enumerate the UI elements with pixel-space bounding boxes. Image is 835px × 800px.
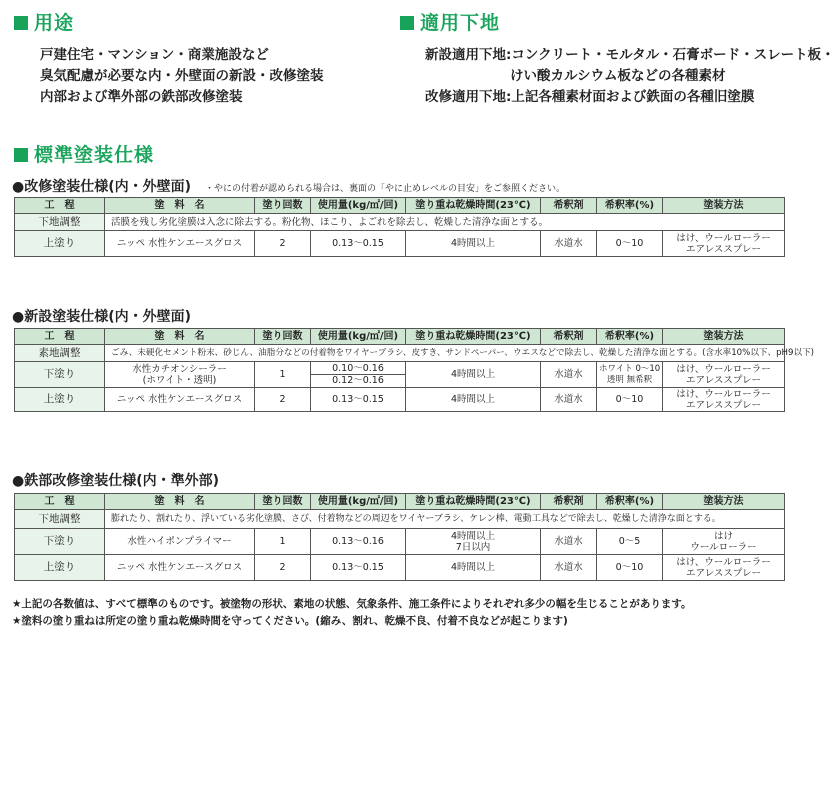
footnote-1: ★上記の各数値は、すべて標準のものです。被塗物の形状、素地の状態、気象条件、施工条件によりそれぞれ多少の幅を生じることがあります。: [12, 598, 692, 610]
rate-cell: 0〜5: [597, 529, 663, 555]
rate-cell: 0〜10: [597, 231, 663, 257]
spec-heading: 標準塗装仕様: [14, 140, 154, 167]
paint-cell: ニッペ 水性ケンエースグロス: [105, 555, 255, 581]
process-cell: 下地調整: [15, 510, 105, 529]
usage-cell: 0.13〜0.15: [311, 231, 406, 257]
rate-cell: 0〜10: [597, 388, 663, 412]
thinner-cell: 水道水: [541, 529, 597, 555]
table-header-row: [15, 198, 785, 214]
header-thinner: 希釈剤: [541, 198, 597, 214]
usage-cell: 0.13〜0.15: [311, 555, 406, 581]
process-cell: 上塗り: [15, 388, 105, 412]
header-method: 塗装方法: [663, 329, 785, 345]
square-bullet-icon: [14, 148, 28, 162]
table1-note: ・やにの付着が認められる場合は、裏面の「やに止めレベルの目安」をご参照ください。: [205, 184, 566, 194]
header-coats: 塗り回数: [255, 494, 311, 510]
dry-cell: 4時間以上 7日以内: [406, 529, 541, 555]
new-substrate-line: 新設適用下地:コンクリート・モルタル・石膏ボード・スレート板・: [425, 47, 835, 63]
square-bullet-icon: [14, 16, 28, 30]
process-cell: 下塗り: [15, 362, 105, 388]
new-spec-table: [14, 328, 815, 412]
coats-cell: 2: [255, 231, 311, 257]
table3-title: ●鉄部改修塗装仕様(内・準外部): [12, 473, 220, 489]
header-dry: 塗り重ね乾燥時間(23℃): [406, 198, 541, 214]
paint-cell: 水性ハイポンプライマー: [105, 529, 255, 555]
usage-cell: 0.10〜0.16 0.12〜0.16: [311, 362, 406, 388]
header-process: 工 程: [15, 329, 105, 345]
header-paint: 塗 料 名: [105, 329, 255, 345]
header-usage: 使用量(kg/㎡/回): [311, 494, 406, 510]
repair-substrate-line: 改修適用下地:上記各種素材面および鉄面の各種旧塗膜: [425, 89, 755, 105]
header-rate: 希釈率(%): [597, 329, 663, 345]
usage-cell: 0.13〜0.15: [311, 388, 406, 412]
thinner-cell: 水道水: [541, 555, 597, 581]
header-usage: 使用量(kg/㎡/回): [311, 198, 406, 214]
header-dry: 塗り重ね乾燥時間(23℃): [406, 329, 541, 345]
header-paint: 塗 料 名: [105, 494, 255, 510]
coats-cell: 1: [255, 362, 311, 388]
table-row: [15, 362, 785, 388]
method-cell: はけ ウールローラー: [663, 529, 785, 555]
header-thinner: 希釈剤: [541, 494, 597, 510]
prep-text: ごみ、未硬化セメント粉末、砂じん、油脂分などの付着物をワイヤーブラシ、皮すき、サンドペーパー、ウエスなどで除去し、乾燥した清浄な面とする。(含水率10%以下、pH9以下): [105, 345, 785, 362]
header-method: 塗装方法: [663, 494, 785, 510]
table-row: [15, 214, 785, 231]
coats-cell: 2: [255, 555, 311, 581]
header-usage: 使用量(kg/㎡/回): [311, 329, 406, 345]
repair-spec-table: [14, 197, 785, 257]
table-header-row: [15, 329, 785, 345]
table1-title: ●改修塗装仕様(内・外壁面) ・やにの付着が認められる場合は、裏面の「やに止めレベルの目安」をご参照ください。: [12, 179, 566, 195]
substrate-heading: 適用下地: [400, 8, 500, 35]
table-row: [15, 555, 785, 581]
header-thinner: 希釈剤: [541, 329, 597, 345]
usage-line-1: 戸建住宅・マンション・商業施設など: [40, 47, 269, 63]
thinner-cell: 水道水: [541, 362, 597, 388]
method-cell: はけ、ウールローラー エアレススプレー: [663, 555, 785, 581]
new-substrate-line-2: けい酸カルシウム板などの各種素材: [510, 68, 726, 84]
dry-cell: 4時間以上: [406, 231, 541, 257]
header-method: 塗装方法: [663, 198, 785, 214]
header-rate: 希釈率(%): [597, 494, 663, 510]
header-process: 工 程: [15, 198, 105, 214]
footnote-2: ★塗料の塗り重ねは所定の塗り重ね乾燥時間を守ってください。(縮み、割れ、乾燥不良、付着不良などが起こります): [12, 615, 568, 627]
usage-heading: 用途: [14, 8, 74, 35]
header-rate: 希釈率(%): [597, 198, 663, 214]
table-header-row: [15, 494, 785, 510]
prep-text: 活膜を残し劣化塗膜は入念に除去する。粉化物、ほこり、よごれを除去し、乾燥した清浄な面とする。: [105, 214, 785, 231]
table2-title: ●新設塗装仕様(内・外壁面): [12, 309, 192, 325]
method-cell: はけ、ウールローラー エアレススプレー: [663, 362, 785, 388]
table-row: [15, 345, 785, 362]
header-dry: 塗り重ね乾燥時間(23℃): [406, 494, 541, 510]
coats-cell: 2: [255, 388, 311, 412]
usage-line-2: 臭気配慮が必要な内・外壁面の新設・改修塗装: [40, 68, 324, 84]
coats-cell: 1: [255, 529, 311, 555]
thinner-cell: 水道水: [541, 231, 597, 257]
rate-cell: ホワイト 0〜10 透明 無希釈: [597, 362, 663, 388]
rate-cell: 0〜10: [597, 555, 663, 581]
process-cell: 下塗り: [15, 529, 105, 555]
header-coats: 塗り回数: [255, 329, 311, 345]
square-bullet-icon: [400, 16, 414, 30]
table-row: [15, 529, 785, 555]
dry-cell: 4時間以上: [406, 362, 541, 388]
table-row: [15, 231, 785, 257]
paint-cell: 水性カチオンシーラー (ホワイト・透明): [105, 362, 255, 388]
thinner-cell: 水道水: [541, 388, 597, 412]
method-cell: はけ、ウールローラー エアレススプレー: [663, 388, 785, 412]
dry-cell: 4時間以上: [406, 555, 541, 581]
header-coats: 塗り回数: [255, 198, 311, 214]
header-process: 工 程: [15, 494, 105, 510]
header-paint: 塗 料 名: [105, 198, 255, 214]
table-row: [15, 388, 785, 412]
dry-cell: 4時間以上: [406, 388, 541, 412]
paint-cell: ニッペ 水性ケンエースグロス: [105, 388, 255, 412]
method-cell: はけ、ウールローラー エアレススプレー: [663, 231, 785, 257]
process-cell: 下地調整: [15, 214, 105, 231]
usage-cell: 0.13〜0.16: [311, 529, 406, 555]
paint-cell: ニッペ 水性ケンエースグロス: [105, 231, 255, 257]
prep-text: 膨れたり、割れたり、浮いている劣化塗膜、さび、付着物などの周辺をワイヤーブラシ、ケレン棒、電動工具などで除去し、乾燥した清浄な面とする。: [105, 510, 785, 529]
table-row: [15, 510, 785, 529]
process-cell: 素地調整: [15, 345, 105, 362]
process-cell: 上塗り: [15, 231, 105, 257]
usage-line-3: 内部および準外部の鉄部改修塗装: [40, 89, 243, 105]
process-cell: 上塗り: [15, 555, 105, 581]
steel-spec-table: [14, 493, 785, 581]
